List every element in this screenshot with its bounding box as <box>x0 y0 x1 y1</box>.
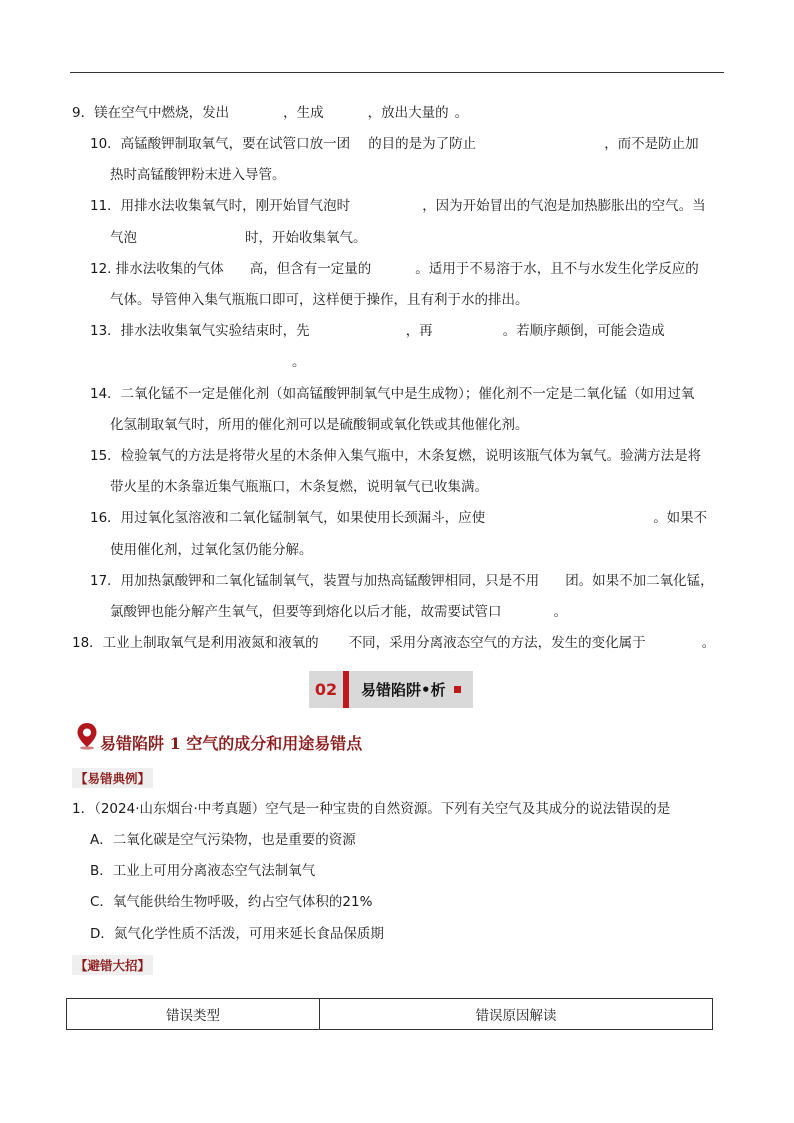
item-13-line-2 <box>292 352 306 372</box>
item-10-text-c: ，而不是防止加 <box>604 136 699 152</box>
option-a: A．二氧化碳是空气污染物，也是重要的资源 <box>90 832 356 848</box>
item-18 <box>72 633 715 653</box>
item-10-text-d: 热时高锰酸钾粉末进入导管。 <box>110 167 286 183</box>
location-pin-icon <box>76 722 98 754</box>
section-banner <box>309 671 473 708</box>
item-10-line-2 <box>110 165 286 185</box>
table-header-cell: 错误原因解读 <box>320 999 713 1030</box>
item-17-line-2 <box>110 602 567 622</box>
table-header-cell: 错误类型 <box>67 999 320 1030</box>
item-13-text-d: 。 <box>292 354 306 370</box>
item-12-text-c: 。适用于不易溶于水，且不与水发生化学反应的 <box>415 261 699 277</box>
item-12-text-b: 高，但含有一定量的 <box>249 261 372 277</box>
item-14-line-2 <box>110 415 529 435</box>
item-11-text-b: ，因为开始冒出的气泡是加热膨胀出的空气。当 <box>422 198 706 214</box>
item-18-text-b: 不同，采用分离液态空气的方法，发生的变化属于 <box>348 635 646 651</box>
item-12-text-d: 气体。导管伸入集气瓶瓶口即可，这样便于操作，且有利于水的排出。 <box>110 292 529 308</box>
item-16-text-c: 使用催化剂，过氧化氢仍能分解。 <box>110 542 313 558</box>
item-16-line-1 <box>90 508 707 528</box>
trap-heading <box>76 722 362 754</box>
item-17-line-1 <box>90 571 714 591</box>
item-11-line-2 <box>110 228 367 248</box>
item-16-text-a: 16．用过氧化氢溶液和二氧化锰制氧气，如果使用长颈漏斗，应使 <box>90 510 486 526</box>
item-12-line-1 <box>90 259 699 279</box>
item-9-text-c: ，放出大量的 <box>367 105 449 121</box>
item-10-line-1 <box>90 134 699 154</box>
item-17-text-d: 。 <box>553 604 567 620</box>
item-17-text-b: 团。如果不加二氧化锰， <box>565 573 714 589</box>
example-tag: 【易错典例】 <box>72 768 153 788</box>
option-b: B．工业上可用分离液态空气法制氧气 <box>90 863 316 879</box>
item-9-text-b: ，生成 <box>283 105 324 121</box>
question-stem: 1．（2024·山东烟台·中考真题）空气是一种宝贵的自然资源。下列有关空气及其成分的说法错误的是 <box>72 801 671 817</box>
section-number: 02 <box>309 671 343 708</box>
item-10-text-b: 的目的是为了防止 <box>368 136 477 152</box>
item-15-text-a: 15．检验氧气的方法是将带火星的木条伸入集气瓶中，木条复燃，说明该瓶气体为氧气。验满方法是将 <box>90 448 702 464</box>
trap-heading-text: 易错陷阱 1 空气的成分和用途易错点 <box>100 734 363 753</box>
item-14-text-a: 14．二氧化锰不一定是催化剂（如高锰酸钾制氧气中是生成物）；催化剂不一定是二氧化锰（如用过氧 <box>90 386 695 402</box>
item-13-text-a: 13．排水法收集氧气实验结束时，先 <box>90 323 310 339</box>
item-13-text-b: ，再 <box>405 323 433 339</box>
item-16-text-b: 。如果不 <box>653 510 708 526</box>
section-title-box <box>349 671 473 708</box>
item-14-text-b: 化氢制取氧气时，所用的催化剂可以是硫酸铜或氧化铁或其他催化剂。 <box>110 417 529 433</box>
table-header-row <box>67 999 713 1030</box>
item-17-text-c: 氯酸钾也能分解产生氧气，但要等到熔化以后才能，故需要试管口 <box>110 604 502 620</box>
item-18-text-c: 。 <box>701 635 716 651</box>
section-title: 易错陷阱•析 <box>361 681 446 699</box>
option-d: D．氮气化学性质不活泼，可用来延长食品保质期 <box>90 926 384 942</box>
item-9-text-a: 9．镁在空气中燃烧，发出 <box>72 105 230 121</box>
item-15-line-1 <box>90 446 701 466</box>
header-rule <box>70 72 724 73</box>
option-c: C．氧气能供给生物呼吸，约占空气体积的21% <box>90 894 373 910</box>
item-9 <box>72 103 468 123</box>
item-15-text-b: 带火星的木条靠近集气瓶瓶口，木条复燃，说明氧气已收集满。 <box>110 479 488 495</box>
item-11-text-a: 11．用排水法收集氧气时，刚开始冒气泡时 <box>90 198 351 214</box>
item-10-text-a: 10．高锰酸钾制取氧气，要在试管口放一团 <box>90 136 351 152</box>
tips-tag: 【避错大招】 <box>72 955 153 975</box>
item-16-line-2 <box>110 540 313 560</box>
item-11-text-c: 气泡 <box>110 230 137 246</box>
item-12-text-a: 12. 排水法收集的气体 <box>90 261 224 277</box>
error-table <box>66 998 713 1030</box>
item-12-line-2 <box>110 290 529 310</box>
item-14-line-1 <box>90 384 694 404</box>
item-18-text-a: 18．工业上制取氧气是利用液氮和液氧的 <box>72 635 319 651</box>
item-9-text-d: 。 <box>454 105 469 121</box>
item-13-text-c: 。若顺序颠倒，可能会造成 <box>502 323 665 339</box>
item-17-text-a: 17．用加热氯酸钾和二氧化锰制氧气，装置与加热高锰酸钾相同，只是不用 <box>90 573 540 589</box>
item-11-text-d: 时，开始收集氧气。 <box>245 230 367 246</box>
item-15-line-2 <box>110 477 488 497</box>
square-icon <box>454 686 461 693</box>
item-13-line-1 <box>90 321 665 341</box>
item-11-line-1 <box>90 196 706 216</box>
